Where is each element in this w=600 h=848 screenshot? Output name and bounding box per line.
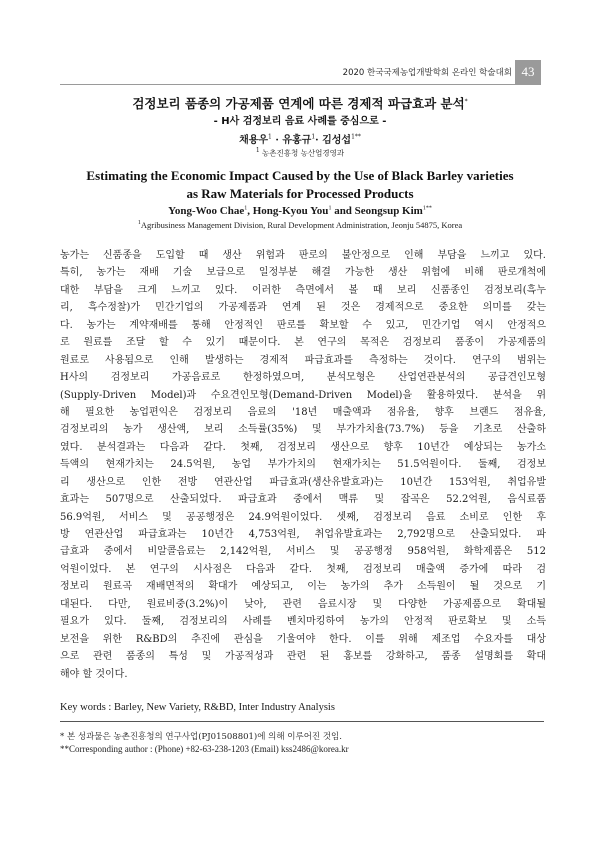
abstract-line: 리 생산으로 인한 전방 연관산업 파급효과(생산유발효과)는 10년간 153억원, 취업유발 [60,476,546,488]
abstract-line: 억원이었다. 본 연구의 시사점은 다음과 같다. 첫째, 검정보리 매출액 증가에 따라 검 [60,563,546,575]
page-number: 43 [515,60,541,84]
abstract-line: H사의 검정보리 가공음료로 한정하였으며, 분석모형은 산업연관분석의 공급견인모형 [60,372,546,384]
abstract-line: 방 연관산업 파급효과는 10년간 4,753억원, 취업유발효과는 2,792명으로 산출되었다. 파 [60,529,546,540]
abstract-line: 56.9억원, 서비스 및 공공행정은 24.9억원이었다. 셋째, 검정보리 음료 소비로 인한 후 [60,511,546,523]
abstract-line: 검정보리의 농가 생산액, 보리 소득률(35%) 및 부가가치율(73.7%) 등을 기초로 산출하 [60,424,546,436]
korean-title: 검정보리 품종의 가공제품 연계에 따른 경제적 파급효과 분석* [132,96,468,111]
keywords: Key words : Barley, New Variety, R&BD, Inter Industry Analysis [60,702,335,713]
abstract-line: 로 원료를 조달 할 수 있기 때문이다. 본 연구의 목적은 검정보리 품종이 가공제품의 [60,337,546,349]
korean-affiliation: $^1$ 농촌진흥청 농산업경영과 [255,147,345,158]
abstract-line: 였다. 분석결과는 다음과 같다. 첫째, 검정보리 생산으로 향후 10년간 예상되는 농가소 [60,441,546,453]
abstract-line: 특히, 농가는 재배 기술 보급으로 일정부분 해결 가능한 생산 위험에 비해 판로개척에 [60,267,546,279]
abstract-line: 보전을 위한 R&BD의 추진에 관심을 기울여야 한다. 이를 위해 제조업 수요자를 대상 [60,633,546,645]
abstract-line: 대된다. 다만, 원료비중(3.2%)이 낮아, 관련 음료시장 및 다양한 가공제품으로 확대될 [60,598,546,610]
footnote-rule [60,721,544,722]
abstract-line: 해 필요한 농업편익은 검정보리 음료의 '18년 매출액과 점유율, 향후 브랜드 점유율, [60,406,546,418]
korean-subtitle: - H사 검정보리 음료 사례를 중심으로 - [213,116,387,127]
abstract-line: 으로 관련 품종의 특성 및 가공적성과 관련 된 홍보를 강화하고, 품종 설명회를 확대 [60,651,546,663]
english-authors: Yong-Woo Chae$^1$, Hong-Kyou You$^1$ and Seongsup Kim$^{1**}$ [168,205,432,217]
abstract-line: 정보리 원료곡 재배면적의 확대가 예상되고, 이는 농가의 추가 소득원이 될 것으로 기 [60,581,546,593]
conference-name: 2020 한국국제농업개발학회 온라인 학술대회 [342,68,512,78]
abstract-line: 농가는 신품종을 도입할 때 생산 위험과 판로의 불안정으로 인해 부담을 느끼고 있다. [60,250,546,261]
abstract-line: 다. 농가는 계약재배를 통해 안정적인 판로를 확보할 수 있고, 민간기업 역시 안정적으 [60,319,546,331]
abstract-line: 득액의 현재가치는 24.5억원, 농업 부가가치의 현재가치는 51.5억원이다. 둘째, 검정보 [60,459,546,471]
footnote-corresponding: **Corresponding author : (Phone) +82-63-238-1203 (Email) kss2486@korea.kr [60,744,349,754]
abstract-body [60,247,546,683]
abstract-line: 필요가 있다. 둘째, 검정보리의 사례를 벤치마킹하여 농가의 안정적 판로확보 및 소득 [60,616,546,628]
abstract-line: 급효과 중에서 비알콜음료는 2,142억원, 서비스 및 공공행정 958억원, 화학제품은 512 [60,546,546,558]
page-header [0,60,600,86]
abstract-line: 대한 부담을 크게 느끼고 있다. 이러한 측면에서 볼 때 보리 신품종인 검정보리(흑누 [60,284,546,296]
abstract-line: (Supply-Driven Model)과 수요견인모형(Demand-Driven Model)을 활용하였다. 분석을 위 [60,389,546,401]
footnote-funding: * 본 성과물은 농촌진흥청의 연구사업(PJ01508801)에 의해 이루어진 것임. [60,732,342,742]
abstract-line: 원료로 사용됨으로 인해 발생하는 경제적 파급효과를 측정하는 것이다. 연구의 범위는 [60,354,546,366]
korean-authors: 채용우$^1$ · 유홍규$^1$· 김성섭$^{1**}$ [239,133,361,146]
header-rule [60,84,541,85]
abstract-line: 효과는 507명으로 산출되었다. 파급효과 중에서 맥류 및 잡곡은 52.2억원, 음식료품 [60,494,546,506]
english-title: Estimating the Economic Impact Caused by the Use of Black Barley varieties as Raw Materials for Processed Products [86,168,514,201]
english-affiliation: $^1$Agribusiness Management Division, Rural Development Administration, Jeonju 54875, Korea [137,220,463,230]
abstract-line: 해야 할 것이다. [60,668,128,680]
abstract-line: 리, 흑수정찰)가 민간기업의 가공제품과 연계 된 것은 경제적으로 중요한 의미를 갖는 [60,302,546,314]
